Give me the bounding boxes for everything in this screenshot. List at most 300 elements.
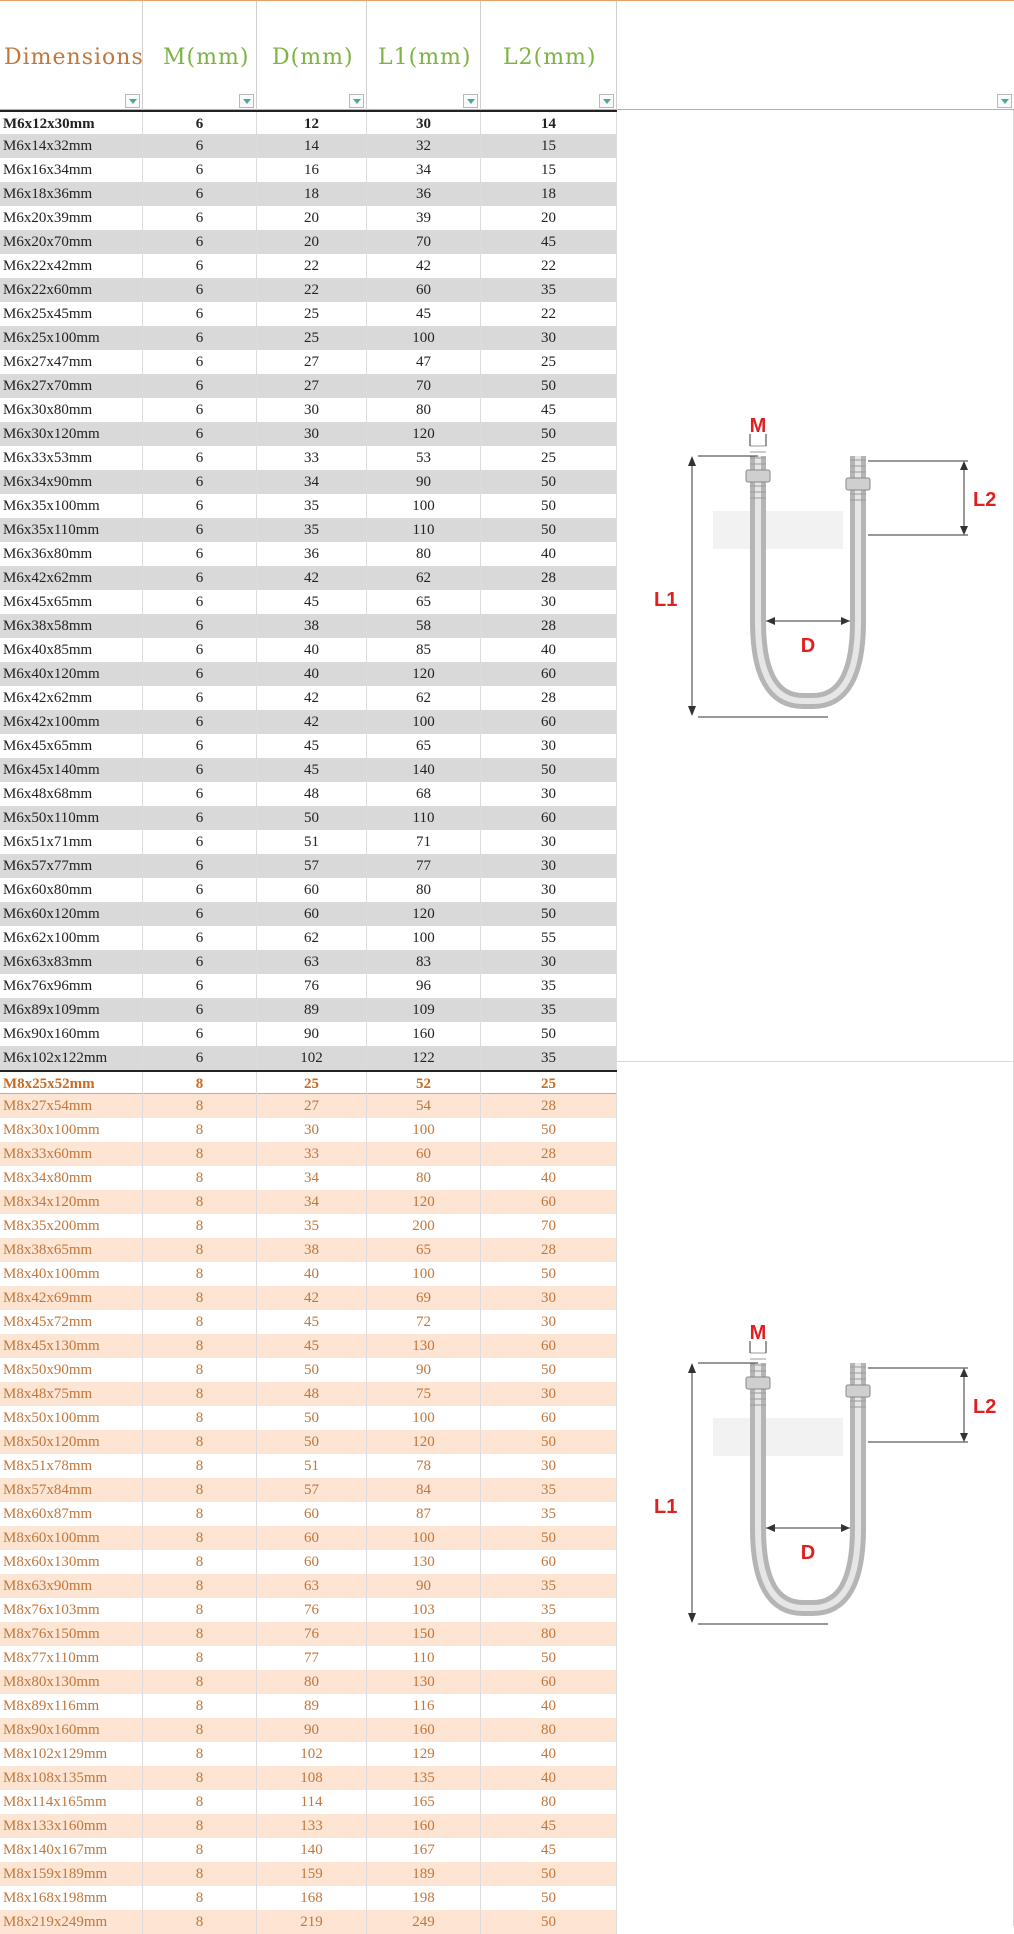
cell-l2[interactable]: 30	[481, 590, 617, 614]
cell-dimensions[interactable]: M8x60x100mm	[0, 1526, 143, 1550]
cell-m[interactable]: 8	[143, 1622, 257, 1646]
cell-m[interactable]: 6	[143, 446, 257, 470]
cell-dimensions[interactable]: M8x77x110mm	[0, 1646, 143, 1670]
cell-dimensions[interactable]: M8x42x69mm	[0, 1286, 143, 1310]
cell-l2[interactable]: 50	[481, 374, 617, 398]
cell-d[interactable]: 60	[257, 878, 367, 902]
table-row[interactable]	[0, 1310, 617, 1334]
cell-dimensions[interactable]: M6x42x62mm	[0, 566, 143, 590]
cell-m[interactable]: 6	[143, 590, 257, 614]
cell-m[interactable]: 8	[143, 1886, 257, 1910]
table-row[interactable]	[0, 206, 617, 230]
cell-dimensions[interactable]: M8x80x130mm	[0, 1670, 143, 1694]
cell-l2[interactable]: 30	[481, 1310, 617, 1334]
cell-dimensions[interactable]: M6x12x30mm	[0, 112, 143, 136]
table-row[interactable]	[0, 686, 617, 710]
cell-dimensions[interactable]: M6x25x45mm	[0, 302, 143, 326]
cell-d[interactable]: 89	[257, 998, 367, 1022]
table-row[interactable]	[0, 1022, 617, 1046]
cell-l1[interactable]: 65	[367, 1238, 481, 1262]
cell-l2[interactable]: 60	[481, 662, 617, 686]
cell-d[interactable]: 25	[257, 302, 367, 326]
cell-l1[interactable]: 110	[367, 806, 481, 830]
table-row[interactable]	[0, 494, 617, 518]
cell-l2[interactable]: 15	[481, 134, 617, 158]
cell-l1[interactable]: 110	[367, 1646, 481, 1670]
cell-m[interactable]: 8	[143, 1814, 257, 1838]
cell-m[interactable]: 6	[143, 566, 257, 590]
cell-l1[interactable]: 80	[367, 398, 481, 422]
table-row[interactable]	[0, 1910, 617, 1934]
cell-l1[interactable]: 87	[367, 1502, 481, 1526]
cell-dimensions[interactable]: M6x60x80mm	[0, 878, 143, 902]
cell-dimensions[interactable]: M6x22x42mm	[0, 254, 143, 278]
cell-dimensions[interactable]: M6x20x39mm	[0, 206, 143, 230]
cell-d[interactable]: 50	[257, 1358, 367, 1382]
cell-dimensions[interactable]: M6x45x140mm	[0, 758, 143, 782]
cell-d[interactable]: 168	[257, 1886, 367, 1910]
cell-m[interactable]: 8	[143, 1142, 257, 1166]
cell-dimensions[interactable]: M8x30x100mm	[0, 1118, 143, 1142]
cell-l1[interactable]: 120	[367, 1430, 481, 1454]
table-row[interactable]	[0, 950, 617, 974]
cell-l2[interactable]: 25	[481, 1072, 617, 1096]
cell-dimensions[interactable]: M6x42x62mm	[0, 686, 143, 710]
table-row[interactable]	[0, 926, 617, 950]
table-row[interactable]	[0, 1262, 617, 1286]
cell-m[interactable]: 8	[143, 1526, 257, 1550]
cell-l1[interactable]: 116	[367, 1694, 481, 1718]
cell-dimensions[interactable]: M8x45x72mm	[0, 1310, 143, 1334]
cell-l1[interactable]: 42	[367, 254, 481, 278]
cell-l2[interactable]: 50	[481, 902, 617, 926]
filter-dropdown-icon[interactable]	[997, 94, 1012, 108]
cell-l2[interactable]: 50	[481, 1910, 617, 1934]
cell-d[interactable]: 50	[257, 806, 367, 830]
cell-d[interactable]: 25	[257, 1072, 367, 1096]
cell-l1[interactable]: 120	[367, 1190, 481, 1214]
cell-l2[interactable]: 60	[481, 806, 617, 830]
cell-d[interactable]: 63	[257, 950, 367, 974]
cell-l2[interactable]: 70	[481, 1214, 617, 1238]
cell-dimensions[interactable]: M8x76x103mm	[0, 1598, 143, 1622]
cell-d[interactable]: 42	[257, 686, 367, 710]
cell-dimensions[interactable]: M6x38x58mm	[0, 614, 143, 638]
cell-l1[interactable]: 30	[367, 112, 481, 136]
cell-l1[interactable]: 100	[367, 1118, 481, 1142]
cell-m[interactable]: 8	[143, 1742, 257, 1766]
table-row[interactable]	[0, 374, 617, 398]
cell-dimensions[interactable]: M8x50x100mm	[0, 1406, 143, 1430]
cell-l1[interactable]: 100	[367, 1526, 481, 1550]
table-row[interactable]	[0, 1502, 617, 1526]
cell-l1[interactable]: 103	[367, 1598, 481, 1622]
cell-m[interactable]: 8	[143, 1310, 257, 1334]
cell-l2[interactable]: 22	[481, 254, 617, 278]
cell-l1[interactable]: 68	[367, 782, 481, 806]
cell-m[interactable]: 6	[143, 398, 257, 422]
cell-d[interactable]: 90	[257, 1022, 367, 1046]
table-row[interactable]	[0, 830, 617, 854]
cell-m[interactable]: 6	[143, 830, 257, 854]
cell-l2[interactable]: 14	[481, 112, 617, 136]
cell-l2[interactable]: 40	[481, 1166, 617, 1190]
cell-m[interactable]: 8	[143, 1190, 257, 1214]
cell-l2[interactable]: 30	[481, 1454, 617, 1478]
cell-l1[interactable]: 45	[367, 302, 481, 326]
header-empty-cell[interactable]	[617, 1, 1014, 110]
cell-l2[interactable]: 50	[481, 1118, 617, 1142]
table-row[interactable]	[0, 734, 617, 758]
cell-d[interactable]: 18	[257, 182, 367, 206]
table-row[interactable]	[0, 662, 617, 686]
cell-dimensions[interactable]: M8x60x130mm	[0, 1550, 143, 1574]
cell-l2[interactable]: 35	[481, 1598, 617, 1622]
cell-m[interactable]: 6	[143, 806, 257, 830]
cell-dimensions[interactable]: M8x50x120mm	[0, 1430, 143, 1454]
cell-dimensions[interactable]: M6x45x65mm	[0, 734, 143, 758]
table-row[interactable]	[0, 1478, 617, 1502]
cell-d[interactable]: 14	[257, 134, 367, 158]
cell-l1[interactable]: 60	[367, 1142, 481, 1166]
cell-d[interactable]: 80	[257, 1670, 367, 1694]
cell-m[interactable]: 6	[143, 350, 257, 374]
cell-d[interactable]: 76	[257, 974, 367, 998]
cell-m[interactable]: 6	[143, 902, 257, 926]
table-row[interactable]	[0, 1862, 617, 1886]
cell-d[interactable]: 20	[257, 206, 367, 230]
cell-l2[interactable]: 30	[481, 878, 617, 902]
table-row[interactable]	[0, 854, 617, 878]
cell-l1[interactable]: 34	[367, 158, 481, 182]
cell-d[interactable]: 102	[257, 1742, 367, 1766]
table-row[interactable]	[0, 158, 617, 182]
cell-d[interactable]: 34	[257, 1166, 367, 1190]
cell-m[interactable]: 6	[143, 926, 257, 950]
cell-l1[interactable]: 80	[367, 878, 481, 902]
cell-d[interactable]: 48	[257, 782, 367, 806]
cell-d[interactable]: 57	[257, 854, 367, 878]
cell-l2[interactable]: 50	[481, 494, 617, 518]
cell-l1[interactable]: 65	[367, 734, 481, 758]
table-row[interactable]	[0, 1070, 617, 1094]
filter-dropdown-icon[interactable]	[349, 94, 364, 108]
cell-l2[interactable]: 30	[481, 1382, 617, 1406]
cell-l2[interactable]: 35	[481, 278, 617, 302]
cell-m[interactable]: 8	[143, 1574, 257, 1598]
table-row[interactable]	[0, 254, 617, 278]
table-row[interactable]	[0, 710, 617, 734]
table-row[interactable]	[0, 1886, 617, 1910]
cell-d[interactable]: 38	[257, 614, 367, 638]
cell-d[interactable]: 45	[257, 590, 367, 614]
cell-l2[interactable]: 28	[481, 614, 617, 638]
cell-l2[interactable]: 50	[481, 1886, 617, 1910]
cell-l2[interactable]: 28	[481, 1142, 617, 1166]
cell-d[interactable]: 57	[257, 1478, 367, 1502]
table-row[interactable]	[0, 110, 617, 134]
cell-dimensions[interactable]: M6x90x160mm	[0, 1022, 143, 1046]
cell-l1[interactable]: 100	[367, 926, 481, 950]
cell-m[interactable]: 6	[143, 710, 257, 734]
cell-d[interactable]: 60	[257, 1502, 367, 1526]
cell-d[interactable]: 42	[257, 1286, 367, 1310]
cell-l2[interactable]: 55	[481, 926, 617, 950]
cell-d[interactable]: 140	[257, 1838, 367, 1862]
cell-dimensions[interactable]: M8x25x52mm	[0, 1072, 143, 1096]
cell-m[interactable]: 6	[143, 542, 257, 566]
cell-l2[interactable]: 45	[481, 230, 617, 254]
cell-l1[interactable]: 80	[367, 542, 481, 566]
cell-m[interactable]: 6	[143, 206, 257, 230]
cell-l1[interactable]: 80	[367, 1166, 481, 1190]
cell-m[interactable]: 8	[143, 1286, 257, 1310]
cell-d[interactable]: 76	[257, 1598, 367, 1622]
cell-dimensions[interactable]: M6x33x53mm	[0, 446, 143, 470]
cell-m[interactable]: 6	[143, 326, 257, 350]
cell-m[interactable]: 6	[143, 950, 257, 974]
table-row[interactable]	[0, 1382, 617, 1406]
cell-m[interactable]: 6	[143, 998, 257, 1022]
cell-dimensions[interactable]: M6x45x65mm	[0, 590, 143, 614]
cell-dimensions[interactable]: M8x159x189mm	[0, 1862, 143, 1886]
cell-dimensions[interactable]: M8x133x160mm	[0, 1814, 143, 1838]
cell-dimensions[interactable]: M6x42x100mm	[0, 710, 143, 734]
cell-l1[interactable]: 32	[367, 134, 481, 158]
cell-m[interactable]: 8	[143, 1598, 257, 1622]
cell-m[interactable]: 6	[143, 374, 257, 398]
cell-d[interactable]: 38	[257, 1238, 367, 1262]
cell-dimensions[interactable]: M8x34x80mm	[0, 1166, 143, 1190]
cell-l2[interactable]: 40	[481, 638, 617, 662]
cell-d[interactable]: 40	[257, 662, 367, 686]
cell-dimensions[interactable]: M8x140x167mm	[0, 1838, 143, 1862]
cell-dimensions[interactable]: M6x35x100mm	[0, 494, 143, 518]
cell-l1[interactable]: 70	[367, 374, 481, 398]
cell-d[interactable]: 25	[257, 326, 367, 350]
cell-l1[interactable]: 122	[367, 1046, 481, 1070]
cell-l2[interactable]: 50	[481, 1526, 617, 1550]
cell-d[interactable]: 34	[257, 1190, 367, 1214]
cell-dimensions[interactable]: M6x34x90mm	[0, 470, 143, 494]
cell-dimensions[interactable]: M8x45x130mm	[0, 1334, 143, 1358]
table-row[interactable]	[0, 398, 617, 422]
cell-d[interactable]: 219	[257, 1910, 367, 1934]
cell-dimensions[interactable]: M6x76x96mm	[0, 974, 143, 998]
cell-l1[interactable]: 60	[367, 278, 481, 302]
cell-dimensions[interactable]: M8x219x249mm	[0, 1910, 143, 1934]
cell-l2[interactable]: 20	[481, 206, 617, 230]
cell-l2[interactable]: 25	[481, 446, 617, 470]
cell-d[interactable]: 35	[257, 494, 367, 518]
cell-m[interactable]: 8	[143, 1430, 257, 1454]
cell-m[interactable]: 8	[143, 1838, 257, 1862]
cell-dimensions[interactable]: M8x102x129mm	[0, 1742, 143, 1766]
cell-d[interactable]: 40	[257, 638, 367, 662]
cell-d[interactable]: 102	[257, 1046, 367, 1070]
table-row[interactable]	[0, 134, 617, 158]
table-row[interactable]	[0, 1622, 617, 1646]
table-row[interactable]	[0, 614, 617, 638]
cell-l1[interactable]: 100	[367, 1262, 481, 1286]
cell-dimensions[interactable]: M8x27x54mm	[0, 1094, 143, 1118]
table-row[interactable]	[0, 470, 617, 494]
cell-l2[interactable]: 50	[481, 1430, 617, 1454]
cell-d[interactable]: 51	[257, 1454, 367, 1478]
cell-m[interactable]: 6	[143, 134, 257, 158]
cell-dimensions[interactable]: M6x25x100mm	[0, 326, 143, 350]
cell-l1[interactable]: 53	[367, 446, 481, 470]
table-row[interactable]	[0, 1814, 617, 1838]
table-row[interactable]	[0, 518, 617, 542]
cell-m[interactable]: 6	[143, 422, 257, 446]
cell-l1[interactable]: 150	[367, 1622, 481, 1646]
cell-dimensions[interactable]: M6x14x32mm	[0, 134, 143, 158]
cell-l2[interactable]: 40	[481, 1742, 617, 1766]
cell-dimensions[interactable]: M6x30x120mm	[0, 422, 143, 446]
cell-m[interactable]: 8	[143, 1166, 257, 1190]
cell-l1[interactable]: 70	[367, 230, 481, 254]
cell-d[interactable]: 27	[257, 350, 367, 374]
cell-l1[interactable]: 160	[367, 1022, 481, 1046]
cell-l2[interactable]: 22	[481, 302, 617, 326]
cell-dimensions[interactable]: M8x48x75mm	[0, 1382, 143, 1406]
cell-m[interactable]: 8	[143, 1382, 257, 1406]
cell-d[interactable]: 30	[257, 398, 367, 422]
cell-l1[interactable]: 78	[367, 1454, 481, 1478]
table-row[interactable]	[0, 278, 617, 302]
cell-m[interactable]: 8	[143, 1790, 257, 1814]
table-row[interactable]	[0, 1142, 617, 1166]
cell-l1[interactable]: 110	[367, 518, 481, 542]
table-row[interactable]	[0, 1838, 617, 1862]
cell-l2[interactable]: 80	[481, 1622, 617, 1646]
cell-dimensions[interactable]: M8x76x150mm	[0, 1622, 143, 1646]
cell-l2[interactable]: 60	[481, 1190, 617, 1214]
cell-d[interactable]: 89	[257, 1694, 367, 1718]
cell-m[interactable]: 6	[143, 112, 257, 136]
cell-l2[interactable]: 30	[481, 950, 617, 974]
cell-l2[interactable]: 50	[481, 1262, 617, 1286]
cell-dimensions[interactable]: M8x114x165mm	[0, 1790, 143, 1814]
cell-l1[interactable]: 198	[367, 1886, 481, 1910]
cell-l2[interactable]: 35	[481, 1478, 617, 1502]
cell-m[interactable]: 6	[143, 638, 257, 662]
cell-l1[interactable]: 129	[367, 1742, 481, 1766]
cell-l1[interactable]: 69	[367, 1286, 481, 1310]
cell-l2[interactable]: 28	[481, 1094, 617, 1118]
cell-m[interactable]: 8	[143, 1094, 257, 1118]
cell-dimensions[interactable]: M8x108x135mm	[0, 1766, 143, 1790]
header-dimensions-cell[interactable]	[0, 1, 143, 110]
cell-dimensions[interactable]: M6x63x83mm	[0, 950, 143, 974]
table-row[interactable]	[0, 1238, 617, 1262]
cell-dimensions[interactable]: M6x50x110mm	[0, 806, 143, 830]
cell-m[interactable]: 8	[143, 1862, 257, 1886]
cell-d[interactable]: 45	[257, 1310, 367, 1334]
table-row[interactable]	[0, 1406, 617, 1430]
cell-l2[interactable]: 80	[481, 1790, 617, 1814]
table-row[interactable]	[0, 806, 617, 830]
cell-l2[interactable]: 30	[481, 782, 617, 806]
cell-dimensions[interactable]: M8x50x90mm	[0, 1358, 143, 1382]
table-row[interactable]	[0, 782, 617, 806]
cell-l2[interactable]: 60	[481, 1334, 617, 1358]
table-row[interactable]	[0, 1358, 617, 1382]
cell-l2[interactable]: 28	[481, 686, 617, 710]
cell-m[interactable]: 6	[143, 758, 257, 782]
cell-m[interactable]: 6	[143, 734, 257, 758]
table-row[interactable]	[0, 1214, 617, 1238]
table-row[interactable]	[0, 1646, 617, 1670]
table-row[interactable]	[0, 1742, 617, 1766]
cell-l1[interactable]: 167	[367, 1838, 481, 1862]
table-row[interactable]	[0, 350, 617, 374]
cell-dimensions[interactable]: M6x48x68mm	[0, 782, 143, 806]
table-row[interactable]	[0, 590, 617, 614]
filter-dropdown-icon[interactable]	[239, 94, 254, 108]
table-row[interactable]	[0, 1694, 617, 1718]
cell-l2[interactable]: 50	[481, 1022, 617, 1046]
cell-dimensions[interactable]: M8x168x198mm	[0, 1886, 143, 1910]
cell-dimensions[interactable]: M6x40x120mm	[0, 662, 143, 686]
cell-m[interactable]: 6	[143, 854, 257, 878]
cell-l1[interactable]: 75	[367, 1382, 481, 1406]
header-m-cell[interactable]	[143, 1, 257, 110]
header-l2-cell[interactable]	[481, 1, 617, 110]
cell-l1[interactable]: 47	[367, 350, 481, 374]
cell-d[interactable]: 114	[257, 1790, 367, 1814]
cell-dimensions[interactable]: M6x27x70mm	[0, 374, 143, 398]
cell-d[interactable]: 108	[257, 1766, 367, 1790]
cell-l1[interactable]: 62	[367, 686, 481, 710]
cell-l1[interactable]: 189	[367, 1862, 481, 1886]
cell-m[interactable]: 8	[143, 1358, 257, 1382]
cell-d[interactable]: 30	[257, 422, 367, 446]
cell-m[interactable]: 6	[143, 278, 257, 302]
cell-l1[interactable]: 249	[367, 1910, 481, 1934]
cell-dimensions[interactable]: M8x90x160mm	[0, 1718, 143, 1742]
cell-d[interactable]: 35	[257, 518, 367, 542]
cell-l2[interactable]: 25	[481, 350, 617, 374]
cell-d[interactable]: 48	[257, 1382, 367, 1406]
cell-l2[interactable]: 40	[481, 542, 617, 566]
cell-d[interactable]: 20	[257, 230, 367, 254]
table-row[interactable]	[0, 542, 617, 566]
cell-d[interactable]: 22	[257, 278, 367, 302]
cell-l1[interactable]: 135	[367, 1766, 481, 1790]
cell-m[interactable]: 6	[143, 470, 257, 494]
cell-l1[interactable]: 62	[367, 566, 481, 590]
table-row[interactable]	[0, 446, 617, 470]
table-row[interactable]	[0, 1526, 617, 1550]
cell-l1[interactable]: 100	[367, 326, 481, 350]
cell-l1[interactable]: 90	[367, 1358, 481, 1382]
cell-l2[interactable]: 60	[481, 1406, 617, 1430]
table-row[interactable]	[0, 758, 617, 782]
cell-m[interactable]: 8	[143, 1406, 257, 1430]
cell-m[interactable]: 8	[143, 1670, 257, 1694]
cell-l2[interactable]: 18	[481, 182, 617, 206]
cell-l1[interactable]: 120	[367, 902, 481, 926]
cell-l2[interactable]: 30	[481, 830, 617, 854]
cell-m[interactable]: 8	[143, 1118, 257, 1142]
cell-dimensions[interactable]: M6x27x47mm	[0, 350, 143, 374]
cell-dimensions[interactable]: M8x57x84mm	[0, 1478, 143, 1502]
table-row[interactable]	[0, 1574, 617, 1598]
cell-d[interactable]: 36	[257, 542, 367, 566]
cell-l1[interactable]: 85	[367, 638, 481, 662]
